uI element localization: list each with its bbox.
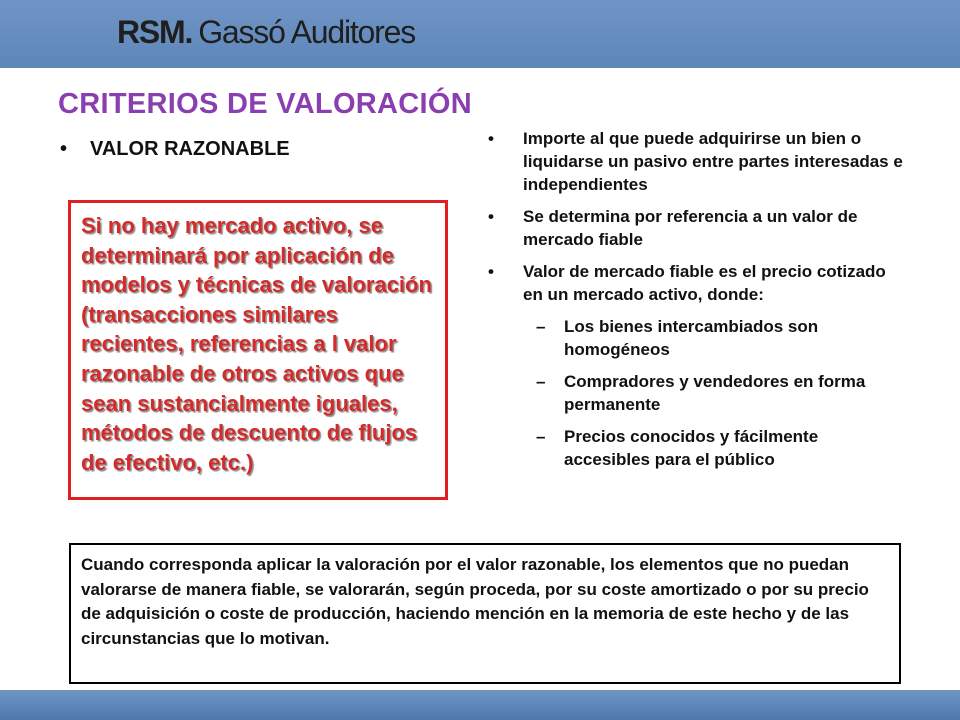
bullet-marker: • [488,129,494,148]
header-bar [0,0,960,68]
highlight-box-text: Si no hay mercado activo, se determinará por aplicación de modelos y técnicas de valoración (transacciones similares recientes, referencias a l valor razonable de otros activos que sean sustancialmente iguales, métodos de descuento de flujos de efectivo, etc.) [81,213,432,475]
bullet-marker: • [488,207,494,226]
right-bullet-list [488,127,908,480]
note-box [69,543,901,684]
company-logo [117,14,415,54]
logo-rsm-text: RSM. [117,14,193,50]
sub-list-item [488,370,908,416]
list-item [488,205,908,251]
list-item-text: Importe al que puede adquirirse un bien o liquidarse un pasivo entre partes interesadas e independientes [523,129,903,194]
highlight-box [68,200,448,500]
bullet-marker: • [60,138,68,160]
sub-list-item-text: Precios conocidos y fácilmente accesibles para el público [564,427,819,469]
left-bullet-text: VALOR RAZONABLE [90,138,290,160]
sub-list-item [488,425,908,471]
sub-list-item-text: Compradores y vendedores en forma permanente [564,372,866,414]
footer-bar [0,690,960,720]
sub-list-item-text: Los bienes intercambiados son homogéneos [564,317,819,359]
note-box-text: Cuando corresponda aplicar la valoración por el valor razonable, los elementos que no puedan valorarse de manera fiable, se valorarán, según proceda, por su coste amortizado o por su precio de adquisición o coste de producción, haciendo mención en la memoria de este hecho y de las circunstancias que lo motivan. [81,555,869,648]
bullet-marker: • [488,262,494,281]
slide-title: CRITERIOS DE VALORACIÓN [58,88,472,120]
dash-marker: – [536,317,546,336]
list-item [488,127,908,196]
dash-marker: – [536,372,546,391]
list-item [488,260,908,306]
dash-marker: – [536,427,546,446]
list-item-text: Se determina por referencia a un valor de mercado fiable [523,207,858,249]
left-bullet [60,138,290,161]
logo-firm-text: Gassó Auditores [198,14,416,50]
sub-list-item [488,315,908,361]
list-item-text: Valor de mercado fiable es el precio cotizado en un mercado activo, donde: [523,262,886,304]
